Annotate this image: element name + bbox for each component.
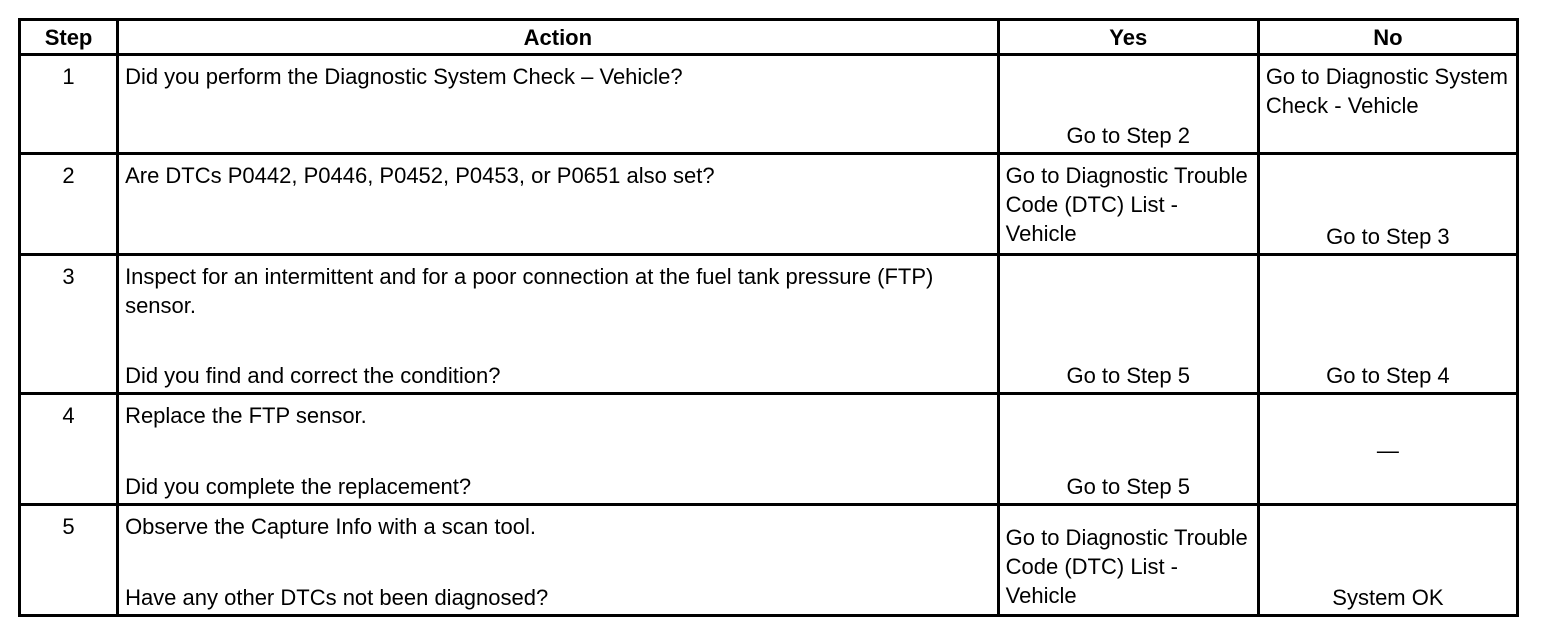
action-question: Have any other DTCs not been diagnosed? [125, 585, 549, 610]
action-instruction: Replace the FTP sensor. [125, 403, 367, 428]
no-cell [1258, 394, 1517, 505]
step-number: 3 [20, 255, 118, 394]
no-text: Go to Diagnostic System Check - Vehicle [1265, 64, 1508, 118]
no-text: Go to Step 4 [1326, 363, 1450, 388]
action-text: Are DTCs P0442, P0446, P0452, P0453, or P0651 also set? [125, 163, 715, 188]
table-row [20, 505, 1518, 616]
no-text: Go to Step 3 [1326, 224, 1450, 249]
header-row [20, 20, 1518, 55]
action-question: Did you find and correct the condition? [125, 363, 501, 388]
yes-text: Go to Step 5 [1066, 363, 1190, 388]
no-text: System OK [1332, 585, 1444, 610]
header-step: Step [20, 20, 118, 55]
table-row [20, 255, 1518, 394]
yes-text: Go to Step 5 [1066, 474, 1190, 499]
yes-cell [998, 55, 1258, 154]
diagnostic-table [18, 18, 1519, 617]
header-no: No [1258, 20, 1517, 55]
table-row [20, 154, 1518, 255]
yes-cell [998, 505, 1258, 616]
yes-text: Go to Diagnostic Trouble Code (DTC) List - Vehicle [1005, 525, 1248, 608]
action-cell [118, 255, 999, 394]
no-cell [1258, 505, 1517, 616]
action-cell [118, 394, 999, 505]
header-yes: Yes [998, 20, 1258, 55]
yes-cell [998, 255, 1258, 394]
action-instruction: Inspect for an intermittent and for a poor connection at the fuel tank pressure (FTP) sensor. [125, 264, 934, 318]
no-cell [1258, 154, 1517, 255]
action-cell [118, 55, 999, 154]
action-text: Did you perform the Diagnostic System Check – Vehicle? [125, 64, 683, 89]
table-row [20, 394, 1518, 505]
action-question: Did you complete the replacement? [125, 474, 472, 499]
step-number: 1 [20, 55, 118, 154]
action-cell [118, 505, 999, 616]
no-text: — [1376, 437, 1399, 463]
yes-cell [998, 154, 1258, 255]
yes-text: Go to Step 2 [1066, 123, 1190, 148]
table-row [20, 55, 1518, 154]
no-cell [1258, 55, 1517, 154]
step-number: 4 [20, 394, 118, 505]
yes-cell [998, 394, 1258, 505]
header-action: Action [118, 20, 999, 55]
step-number: 2 [20, 154, 118, 255]
yes-text: Go to Diagnostic Trouble Code (DTC) List - Vehicle [1005, 163, 1248, 246]
action-instruction: Observe the Capture Info with a scan tool. [125, 514, 536, 539]
step-number: 5 [20, 505, 118, 616]
no-cell [1258, 255, 1517, 394]
action-cell [118, 154, 999, 255]
